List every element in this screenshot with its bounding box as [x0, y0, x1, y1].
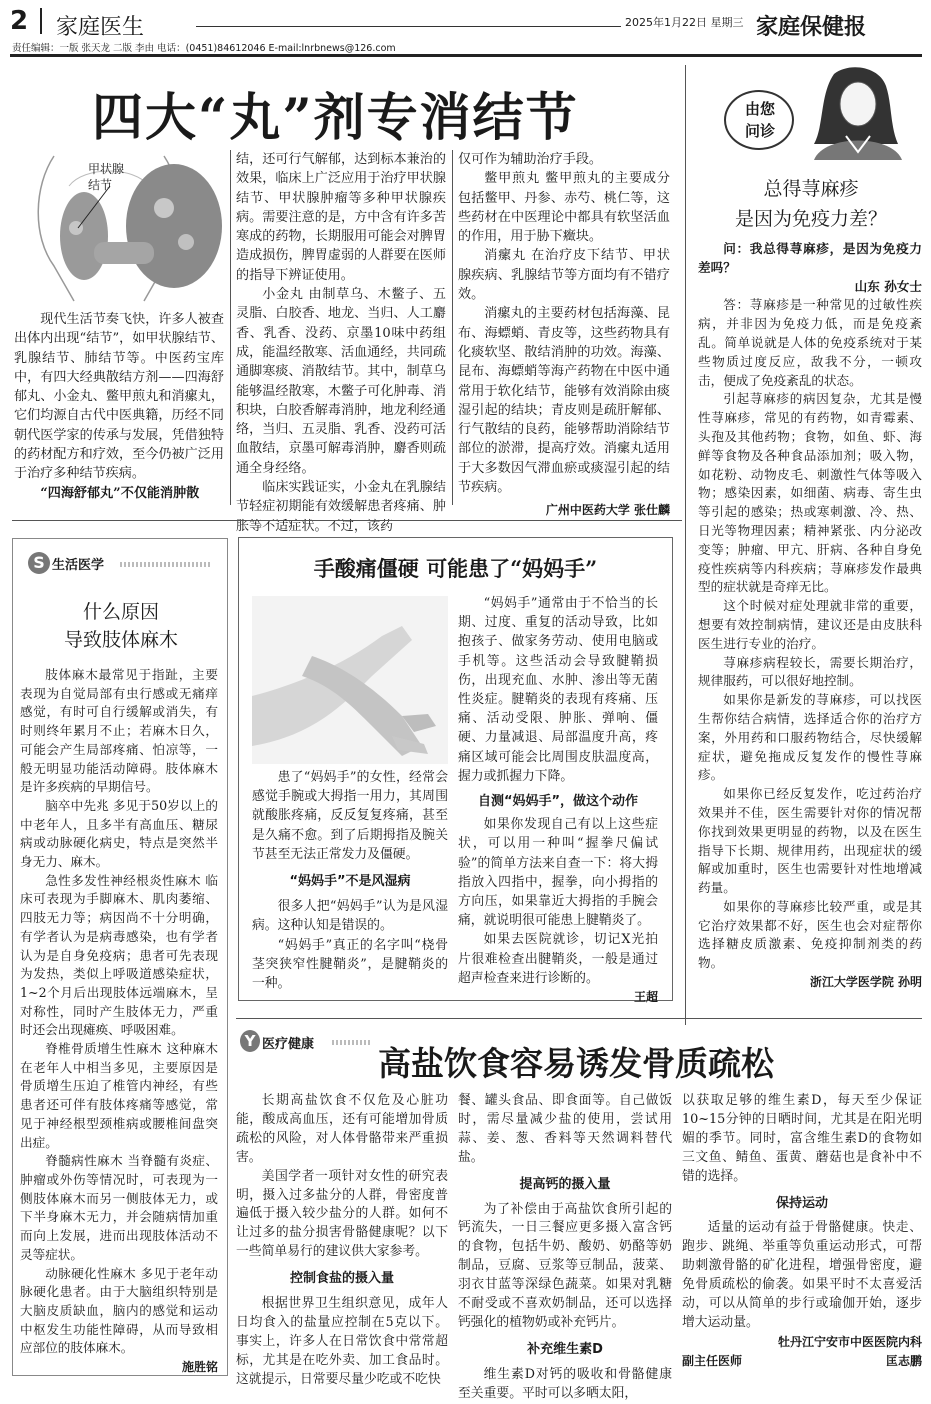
subhead: 提高钙的摄入量	[519, 1176, 611, 1192]
badge-line: 问诊	[744, 122, 775, 140]
paragraph: 根据世界卫生组织意见，成年人日均食入的盐量应控制在5克以下。事实上，许多人在日常饮食中常常超标，尤其是在吃外卖、加工食品时。这就提示，日常要尽量少吃或不吃快	[236, 1296, 448, 1387]
numbness-author: 施胜铭	[181, 1360, 218, 1375]
salt-col2	[458, 1092, 672, 1404]
subhead: 补充维生素D	[527, 1341, 603, 1357]
lead-article-author: 广州中医药大学 张仕麟	[545, 503, 670, 518]
asker: 山东 孙女士	[854, 278, 922, 294]
column-divider	[685, 65, 686, 1025]
paragraph: 适量的运动有益于骨骼健康。快走、跑步、跳绳、举重等负重运动形式，可帮助刺激骨骼的矿化进程，增强骨密度，避免骨质疏松的偷袭。如果平时不太喜爱活动，可以从简单的步行或瑜伽开始，逐步增大运动量。	[682, 1220, 922, 1330]
salt-col3	[682, 1092, 922, 1371]
lead-article-title: 四大“丸”剂专消结节	[92, 88, 579, 148]
paragraph: 答：荨麻疹是一种常见的过敏性疾病，并非因为免疫力低，而是免疫紊乱。简单说就是人体的免疫系统对于某些物质过度反应，敌我不分，一顿攻击，便成了免疫紊乱的状态。	[698, 297, 922, 388]
numbness-body	[20, 666, 218, 1377]
salt-col1	[236, 1092, 448, 1390]
ask-doctor-body	[698, 240, 922, 992]
subhead: “妈妈手”不是风湿病	[289, 874, 411, 890]
paragraph: 维生素D对钙的吸收和骨骼健康至关重要。平时可以多晒太阳，	[458, 1366, 672, 1401]
lead-article-col2	[236, 150, 446, 536]
paragraph: 临床实践证实，小金丸在乳腺结节轻症初期能有效缓解患者疼痛、肿胀等不适症状。不过，该药	[236, 480, 446, 534]
subhead: 保持运动	[775, 1195, 828, 1211]
paragraph: 患了“妈妈手”的女性，经常会感觉手腕或大拇指一用力，其周围就酸胀疼痛，反反复复疼痛，甚至是久痛不愈。到了后期拇指及腕关节甚至无法正常发力及僵硬。	[252, 770, 448, 862]
medical-health-tag-icon: Y	[240, 1030, 260, 1052]
paragraph: 荨麻疹病程较长，需要长期治疗，规律服药，可以很好地控制。	[698, 654, 922, 689]
hand-photo	[252, 596, 448, 764]
paragraph: “妈妈手”通常由于不恰当的长期、过度、重复的活动导致，比如抱孩子、做家务劳动、使用电脑或手机等。这些活动会导致腱鞘损伤，出现充血、水肿、渗出等无菌性炎症。腱鞘炎的表现有疼痛、压痛、活动受限、肿胀、弹响、僵硬、力量减退、局部温度升高，疼痛区域可能会比周围皮肤温度高，握力或抓握力下降。	[458, 596, 658, 784]
life-medicine-tag-label: 生活医学	[52, 558, 105, 573]
paragraph: 很多人把“妈妈手”认为是风湿病。这种认知是错误的。	[252, 899, 448, 934]
paragraph: 如果去医院就诊，切记X光拍片很难检查出腱鞘炎，一般是通过超声检查来进行诊断的。	[458, 932, 658, 986]
editor-line: 责任编辑：一版 张天龙 二版 李由 电话：(0451)84612046 E-mail:lnrbnews@126.com	[12, 43, 396, 54]
header-rule	[196, 26, 621, 27]
title-line: 总得荨麻疹	[763, 178, 859, 200]
paragraph: 如果你已经反复发作，吃过药治疗效果并不佳，医生需要针对你的情况帮你找到效果更明显的药物，以及在医生指导下长期、规律用药，出现症状的缓解或加重时，医生也需要针对性地增减药量。	[698, 786, 922, 896]
page-number: 2	[10, 6, 29, 36]
paragraph: 为了补偿由于高盐饮食所引起的钙流失，一日三餐应更多摄入富含钙的食物，包括牛奶、酸奶、奶酪等奶制品，豆腐、豆浆等豆制品，菠菜、羽衣甘蓝等深绿色蔬菜。如果对乳糖不耐受或不喜欢奶制品，还可以选择钙强化的植物奶或补充钙片。	[458, 1201, 672, 1330]
mama-hand-title: 手酸痛僵硬 可能患了“妈妈手”	[313, 556, 598, 581]
column-divider	[230, 150, 231, 505]
lead-article-col1	[14, 310, 224, 503]
paragraph: 动脉硬化性麻木 多见于老年动脉硬化患者。由于大脑组织特别是大脑皮质缺血，脑内的感觉和运动中枢发生功能性障碍，从而导致相应部位的肢体麻木。	[20, 1265, 218, 1356]
numbness-title	[16, 598, 226, 654]
salt-article-title: 高盐饮食容易诱发骨质疏松	[378, 1044, 774, 1083]
paragraph: 这个时候对症处理就非常的重要，想要有效控制病情，建议还是由皮肤科医生进行专业的治疗。	[698, 598, 922, 651]
paragraph: 结，还可行气解郁，达到标本兼治的效果，临床上广泛应用于治疗甲状腺结节、甲状腺肿瘤等多种甲状腺疾病。需要注意的是，方中含有许多苦寒成的药物，长期服用可能会对脾胃造成损伤，脾胃虚弱的人群要在医师的指导下辨证使用。	[236, 152, 446, 283]
ask-doctor-title	[700, 174, 922, 234]
paragraph: 脑卒中先兆 多见于50岁以上的中老年人，且多半有高血压、糖尿病或动脉硬化病史，特点是突然半身无力、麻木。	[20, 797, 218, 870]
paragraph: 以获取足够的维生素D，每天至少保证10~15分钟的日晒时间，尤其是在阳光明媚的季节。同时，富含维生素D的食物如三文鱼、鲭鱼、蛋黄、蘑菇也是食补中不错的选择。	[682, 1093, 922, 1184]
paragraph: “妈妈手”真正的名字叫“桡骨茎突狭窄性腱鞘炎”，是腱鞘炎的一种。	[252, 937, 448, 992]
paragraph: 鳖甲煎丸 鳖甲煎丸的主要成分包括鳖甲、丹参、赤芍、桃仁等，这些药材在中医理论中都具有软坚活血的作用，用于胁下癥块。	[458, 171, 670, 245]
medical-health-tag-label: 医疗健康	[262, 1037, 315, 1052]
salt-author-affiliation: 牡丹江宁安市中医医院内科	[777, 1334, 922, 1349]
paragraph: 脊椎骨质增生性麻木 这种麻木在老年人中相当多见，主要原因是骨质增生压迫了椎管内神经，有些患者还可伴有肢体疼痛等感觉，常见于神经根型颈椎病或腰椎间盘突出症。	[20, 1041, 218, 1150]
mama-hand-right-col	[458, 594, 658, 1007]
subhead: 自测“妈妈手”，做这个动作	[477, 794, 639, 810]
tag-decoration	[332, 1040, 372, 1045]
paragraph: 餐、罐头食品、即食面等。自己做饭时，需尽量减少盐的使用，尝试用蒜、姜、葱、香料等天然调料替代盐。	[458, 1093, 672, 1165]
paragraph: 肢体麻木最常见于指趾，主要表现为自觉局部有虫行感或无痛痒感觉，有时可自行缓解或消失，有时则终年累月不止；若麻木日久，可能会产生局部疼痛、怕凉等，一般无明显功能活动障碍。肢体麻木是许多疾病的早期信号。	[20, 667, 218, 795]
ask-doctor-author: 浙江大学医学院 孙明	[809, 975, 922, 990]
paragraph: 仅可作为辅助治疗手段。	[458, 152, 603, 167]
issue-date: 2025年1月22日 星期三	[625, 16, 744, 29]
section-divider	[12, 520, 682, 521]
illustration-label-thyroid: 甲状腺	[88, 162, 125, 176]
paragraph: 现代生活节奏飞快，许多人被查出体内出现“结节”，如甲状腺结节、乳腺结节、肺结节等。中医药宝库中，有四大经典散结方剂——四海舒郁丸、小金丸、鳖甲煎丸和消瘰丸，它们均源自古代中医典籍，历经不同朝代医学家的传承与发展，凭借独特的药材配方和疗效，至今仍被广泛用于治疗多种结节疾病。	[14, 312, 224, 482]
author-title: 副主任医师	[682, 1353, 743, 1368]
paper-name: 家庭保健报	[756, 14, 867, 40]
badge-line: 由您	[744, 100, 775, 118]
paragraph: 小金丸 由制草乌、木鳖子、五灵脂、白胶香、地龙、当归、人工麝香、乳香、没药、京墨10味中药组成，能温经散寒、活血通经，共同疏通脚寒痰、消散结节。其中，制草乌能够温经散寒，木鳖子可化肿毒、消积块，白胶香解毒消肿，地龙利经通络，当归、五灵脂、乳香、没药可活血散结，京墨可解毒消肿，麝香则疏通全身经络。	[236, 287, 446, 476]
doctor-portrait	[794, 64, 918, 160]
paragraph: 消瘰丸的主要药材包括海藻、昆布、海螵蛸、青皮等，这些药物具有化痰软坚、散结消肿的功效。海藻、昆布、海螵蛸等海产药物在中医中通常用于软化结节，能够有效消除由痰湿引起的结块；青皮则是疏肝解郁、行气散结的良药，能够帮助消除结节部位的淤滞，提高疗效。消瘰丸适用于大多数因气滞血瘀或痰湿引起的结节疾病。	[458, 306, 670, 496]
illustration-label-nodule: 结节	[88, 178, 113, 192]
mama-hand-left-col	[252, 768, 448, 993]
paragraph: 脊髓病性麻木 当脊髓有炎症、肿瘤或外伤等情况时，可表现为一侧肢体麻木而另一侧肢体无力，或下半身麻木无力，并会随病情加重而向上发展，进而出现肢体活动不灵等症状。	[20, 1153, 218, 1262]
subhead: 控制食盐的摄入量	[289, 1271, 394, 1287]
question: 问：我总得荨麻疹，是因为免疫力差吗？	[698, 241, 922, 275]
mama-hand-author: 王超	[633, 990, 658, 1005]
paragraph: 急性多发性神经根炎性麻木 临床可表现为手脚麻木、肌肉萎缩、四肢无力等；病因尚不十分明确，有学者认为是病毒感染，也有学者认为是自身免疫病；患者可先表现为发热，类似上呼吸道感染症状，1~2个月后出现肢体远端麻木，呈对称性，同时产生肢体无力，严重时还会出现瘫痪、呼吸困难。	[20, 872, 218, 1038]
ask-doctor-badge-text	[733, 98, 787, 142]
paragraph: 长期高盐饮食不仅危及心脏功能，酸成高血压，还有可能增加骨质疏松的风险，对人体骨骼带来严重损害。	[236, 1093, 448, 1165]
column-divider	[452, 150, 453, 505]
title-line: 是因为免疫力差？	[734, 208, 887, 230]
title-line: 导致肢体麻木	[63, 629, 178, 651]
author-name: 匡志鹏	[885, 1353, 922, 1368]
paragraph: “四海舒郁丸”不仅能消肿散	[40, 485, 200, 501]
life-medicine-tag-icon: S	[28, 552, 50, 574]
paragraph: 美国学者一项针对女性的研究表明，摄入过多盐分的人群，骨密度普遍低于摄入较少盐分的人群。如何不让过多的盐分损害骨骼健康呢？以下一些简单易行的建议供大家参考。	[236, 1168, 448, 1260]
salt-author-title	[682, 1352, 922, 1371]
tag-decoration	[120, 562, 210, 567]
section-divider	[236, 1018, 922, 1019]
paragraph: 消瘰丸 在治疗皮下结节、甲状腺疾病、乳腺结节等方面均有不错疗效。	[458, 248, 670, 303]
header-thick-rule	[10, 54, 922, 57]
paragraph: 引起荨麻疹的病因复杂，尤其是慢性荨麻疹，常见的有药物，如青霉素、头孢及其他药物；食物，如鱼、虾、海鲜等食物及各种食品添加剂；吸入物，如花粉、动物皮毛、刺激性气体等吸入物；感染因素，如细菌、病毒、寄生虫等引起的感染；热或寒刺激、冷、热、日光等物理因素；精神紧张、内分泌改变等；肿瘤、甲亢、肝病、各种自身免疫性疾病等内科疾病；荨麻疹发作最典型的症状就是奇痒无比。	[698, 391, 922, 595]
paragraph: 如果你的荨麻疹比较严重，或是其它治疗效果都不好，医生也会对症帮你选择糖皮质激素、免疫抑制剂类的药物。	[698, 898, 922, 971]
page-number-divider	[40, 8, 42, 34]
lead-article-col3	[458, 150, 670, 521]
title-line: 什么原因	[82, 601, 159, 623]
paragraph: 如果你发现自己有以上这些症状，可以用一种叫“握拳尺偏试验”的简单方法来自查一下：将大拇指放入四指中，握拳，向小拇指的方向压，如果靠近大拇指的手腕会痛，就说明很可能患上腱鞘炎了。	[458, 817, 658, 929]
section-name: 家庭医生	[56, 15, 145, 40]
paragraph: 如果你是新发的荨麻疹，可以找医生帮你结合病情，选择适合你的治疗方案，外用药和口服药物结合，尽快缓解症状，避免拖成反复发作的慢性荨麻疹。	[698, 692, 922, 783]
